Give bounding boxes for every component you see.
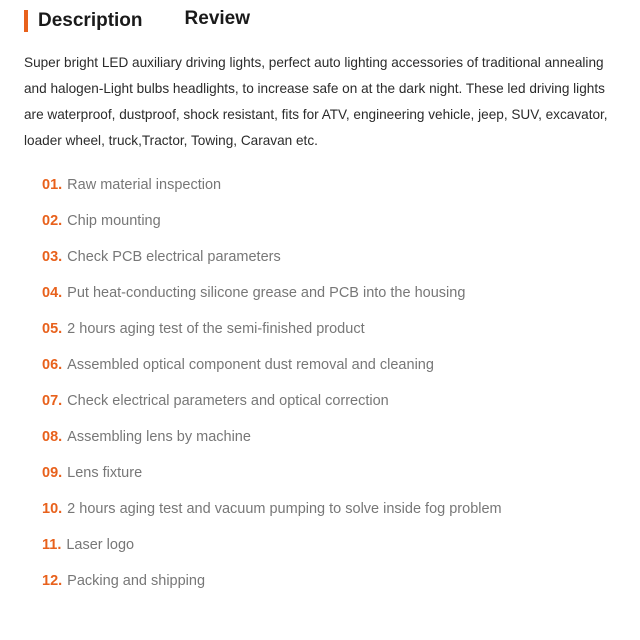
step-text: Packing and shipping — [67, 573, 206, 589]
list-item — [42, 386, 502, 422]
step-text: Laser logo — [66, 537, 135, 553]
list-item — [42, 494, 502, 530]
step-text: Put heat-conducting silicone grease and PCB into the housing — [67, 285, 466, 301]
step-number: 04. — [42, 285, 63, 301]
list-item — [42, 242, 502, 278]
step-text: Assembling lens by machine — [67, 429, 251, 445]
list-item — [42, 458, 502, 494]
list-item — [42, 278, 502, 314]
tab-description[interactable]: Description — [38, 10, 143, 31]
list-item — [42, 170, 502, 206]
step-number: 12. — [42, 573, 63, 589]
step-text: Check electrical parameters and optical correction — [67, 393, 389, 409]
step-number: 10. — [42, 501, 63, 517]
step-number: 01. — [42, 177, 63, 193]
product-description: Super bright LED auxiliary driving lights, perfect auto lighting accessories of traditional annealing and halogen-Light bulbs headlights, to increase safe on at the dark night. These led driving lights are waterproof, dustproof, shock resistant, fits for ATV, engineering vehicle, jeep, SUV, excavator, loader wheel, truck,Tractor, Towing, Caravan etc. — [24, 55, 608, 148]
step-text: Raw material inspection — [67, 177, 222, 193]
list-item — [42, 206, 502, 242]
step-text: Lens fixture — [67, 465, 143, 481]
step-text: Chip mounting — [67, 213, 161, 229]
step-number: 06. — [42, 357, 63, 373]
list-item — [42, 422, 502, 458]
list-item — [42, 530, 502, 566]
list-item — [42, 314, 502, 350]
tab-review[interactable]: Review — [184, 8, 251, 29]
step-number: 07. — [42, 393, 63, 409]
step-number: 08. — [42, 429, 63, 445]
step-number: 09. — [42, 465, 63, 481]
step-text: 2 hours aging test and vacuum pumping to solve inside fog problem — [67, 501, 502, 517]
active-tab-indicator — [24, 10, 28, 32]
step-number: 03. — [42, 249, 63, 265]
production-steps-list — [42, 170, 502, 602]
list-item — [42, 566, 502, 602]
step-number: 11. — [42, 537, 62, 553]
step-text: Assembled optical component dust removal and cleaning — [67, 357, 434, 373]
step-number: 02. — [42, 213, 63, 229]
step-number: 05. — [42, 321, 63, 337]
step-text: Check PCB electrical parameters — [67, 249, 281, 265]
tab-bar — [24, 8, 250, 34]
list-item — [42, 350, 502, 386]
step-text: 2 hours aging test of the semi-finished product — [67, 321, 365, 337]
